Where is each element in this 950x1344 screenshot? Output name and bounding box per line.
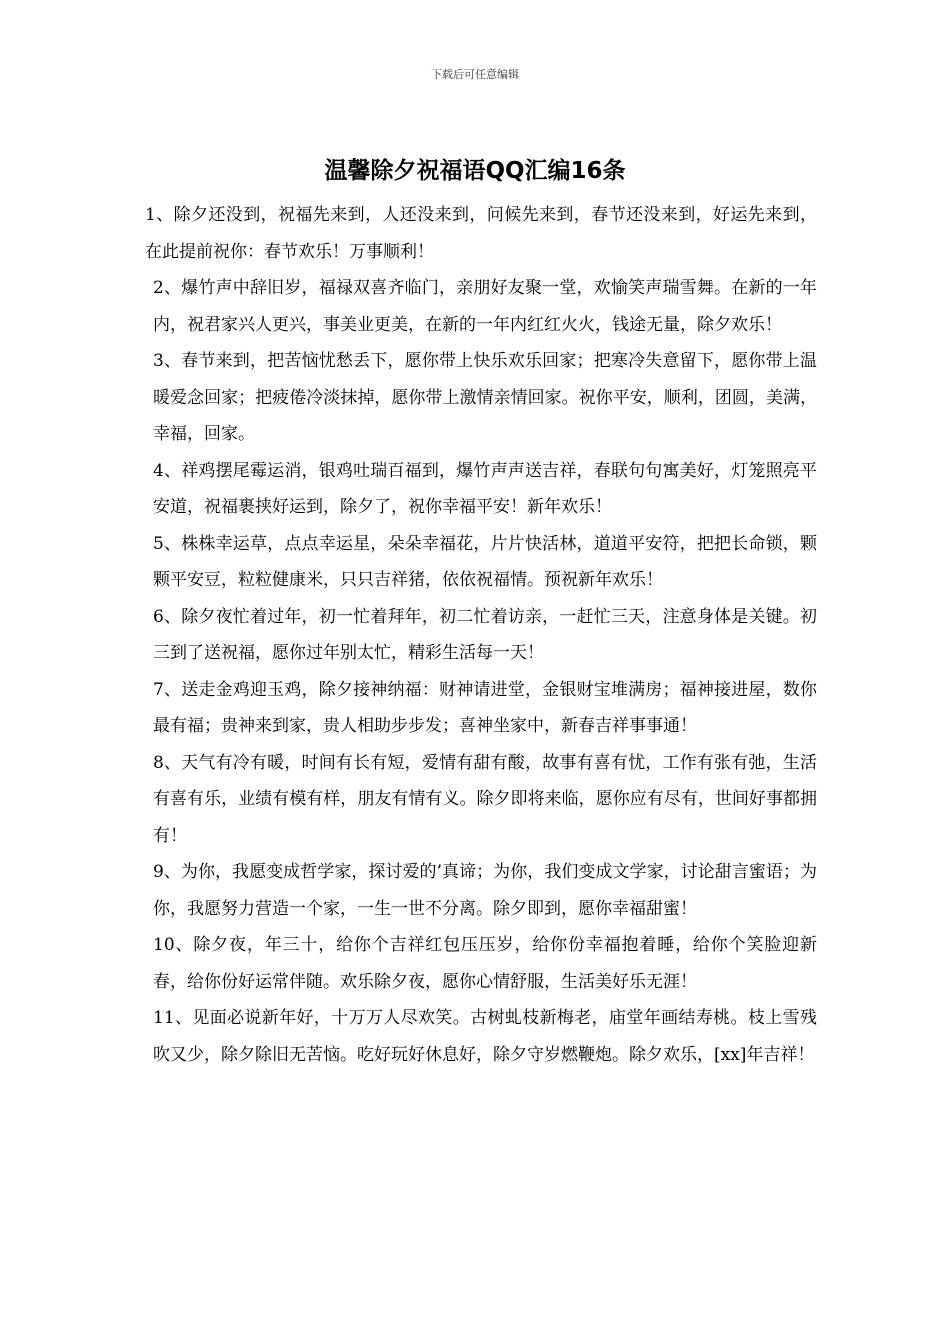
blessing-paragraph-2: 2、爆竹声中辞旧岁，福禄双喜齐临门，亲朋好友聚一堂，欢愉笑声瑞雪舞。在新的一年内，祝君家兴人更兴，事美业更美，在新的一年内红红火火，钱途无量，除夕欢乐！ <box>153 278 817 335</box>
blessing-paragraph-10: 10、除夕夜，年三十，给你个吉祥红包压压岁，给你份幸福抱着睡，给你个笑脸迎新春，给你份好运常伴随。欢乐除夕夜，愿你心情舒服，生活美好乐无涯！ <box>153 935 817 992</box>
blessing-paragraph-3: 3、春节来到，把苦恼忧愁丢下，愿你带上快乐欢乐回家；把寒冷失意留下，愿你带上温暖爱念回家；把疲倦冷淡抹掉，愿你带上激情亲情回家。祝你平安，顺利，团圆，美满，幸福，回家。 <box>153 351 817 444</box>
document-body <box>145 197 817 1073</box>
page-header-note: 下载后可任意编辑 <box>431 68 519 81</box>
blessing-paragraph-6: 6、除夕夜忙着过年，初一忙着拜年，初二忙着访亲，一赶忙三天，注意身体是关键。初三到了送祝福，愿你过年别太忙，精彩生活每一天！ <box>153 606 817 663</box>
blessing-paragraph-9: 9、为你，我愿变成哲学家，探讨爱的’真谛；为你，我们变成文学家，讨论甜言蜜语；为你，我愿努力营造一个家，一生一世不分离。除夕即到，愿你幸福甜蜜！ <box>153 862 817 919</box>
blessing-paragraph-4: 4、祥鸡摆尾霉运消，银鸡吐瑞百福到，爆竹声声送吉祥，春联句句寓美好，灯笼照亮平安道，祝福裹挟好运到，除夕了，祝你幸福平安！新年欢乐！ <box>153 460 817 517</box>
document-title: 温馨除夕祝福语QQ汇编16条 <box>324 158 626 184</box>
blessing-paragraph-5: 5、株株幸运草，点点幸运星，朵朵幸福花，片片快活林，道道平安符，把把长命锁，颗颗平安豆，粒粒健康米，只只吉祥猪，依依祝福情。预祝新年欢乐！ <box>153 533 817 590</box>
blessing-paragraph-7: 7、送走金鸡迎玉鸡，除夕接神纳福：财神请进堂，金银财宝堆满房；福神接进屋，数你最有福；贵神来到家，贵人相助步步发；喜神坐家中，新春吉祥事事通！ <box>153 679 817 736</box>
blessing-paragraph-11: 11、见面必说新年好，十万万人尽欢笑。古树虬枝新梅老，庙堂年画结寿桃。枝上雪残吹又少，除夕除旧无苦恼。吃好玩好休息好，除夕守岁燃鞭炮。除夕欢乐，[xx]年吉祥！ <box>153 1008 817 1065</box>
blessing-paragraph-8: 8、天气有冷有暖，时间有长有短，爱情有甜有酸，故事有喜有忧，工作有张有弛，生活有喜有乐，业绩有模有样，朋友有情有义。除夕即将来临，愿你应有尽有，世间好事都拥有！ <box>153 752 817 846</box>
blessing-paragraph-1: 1、除夕还没到，祝福先来到，人还没来到，问候先来到，春节还没来到，好运先来到，在此提前祝你：春节欢乐！万事顺利！ <box>145 205 817 262</box>
